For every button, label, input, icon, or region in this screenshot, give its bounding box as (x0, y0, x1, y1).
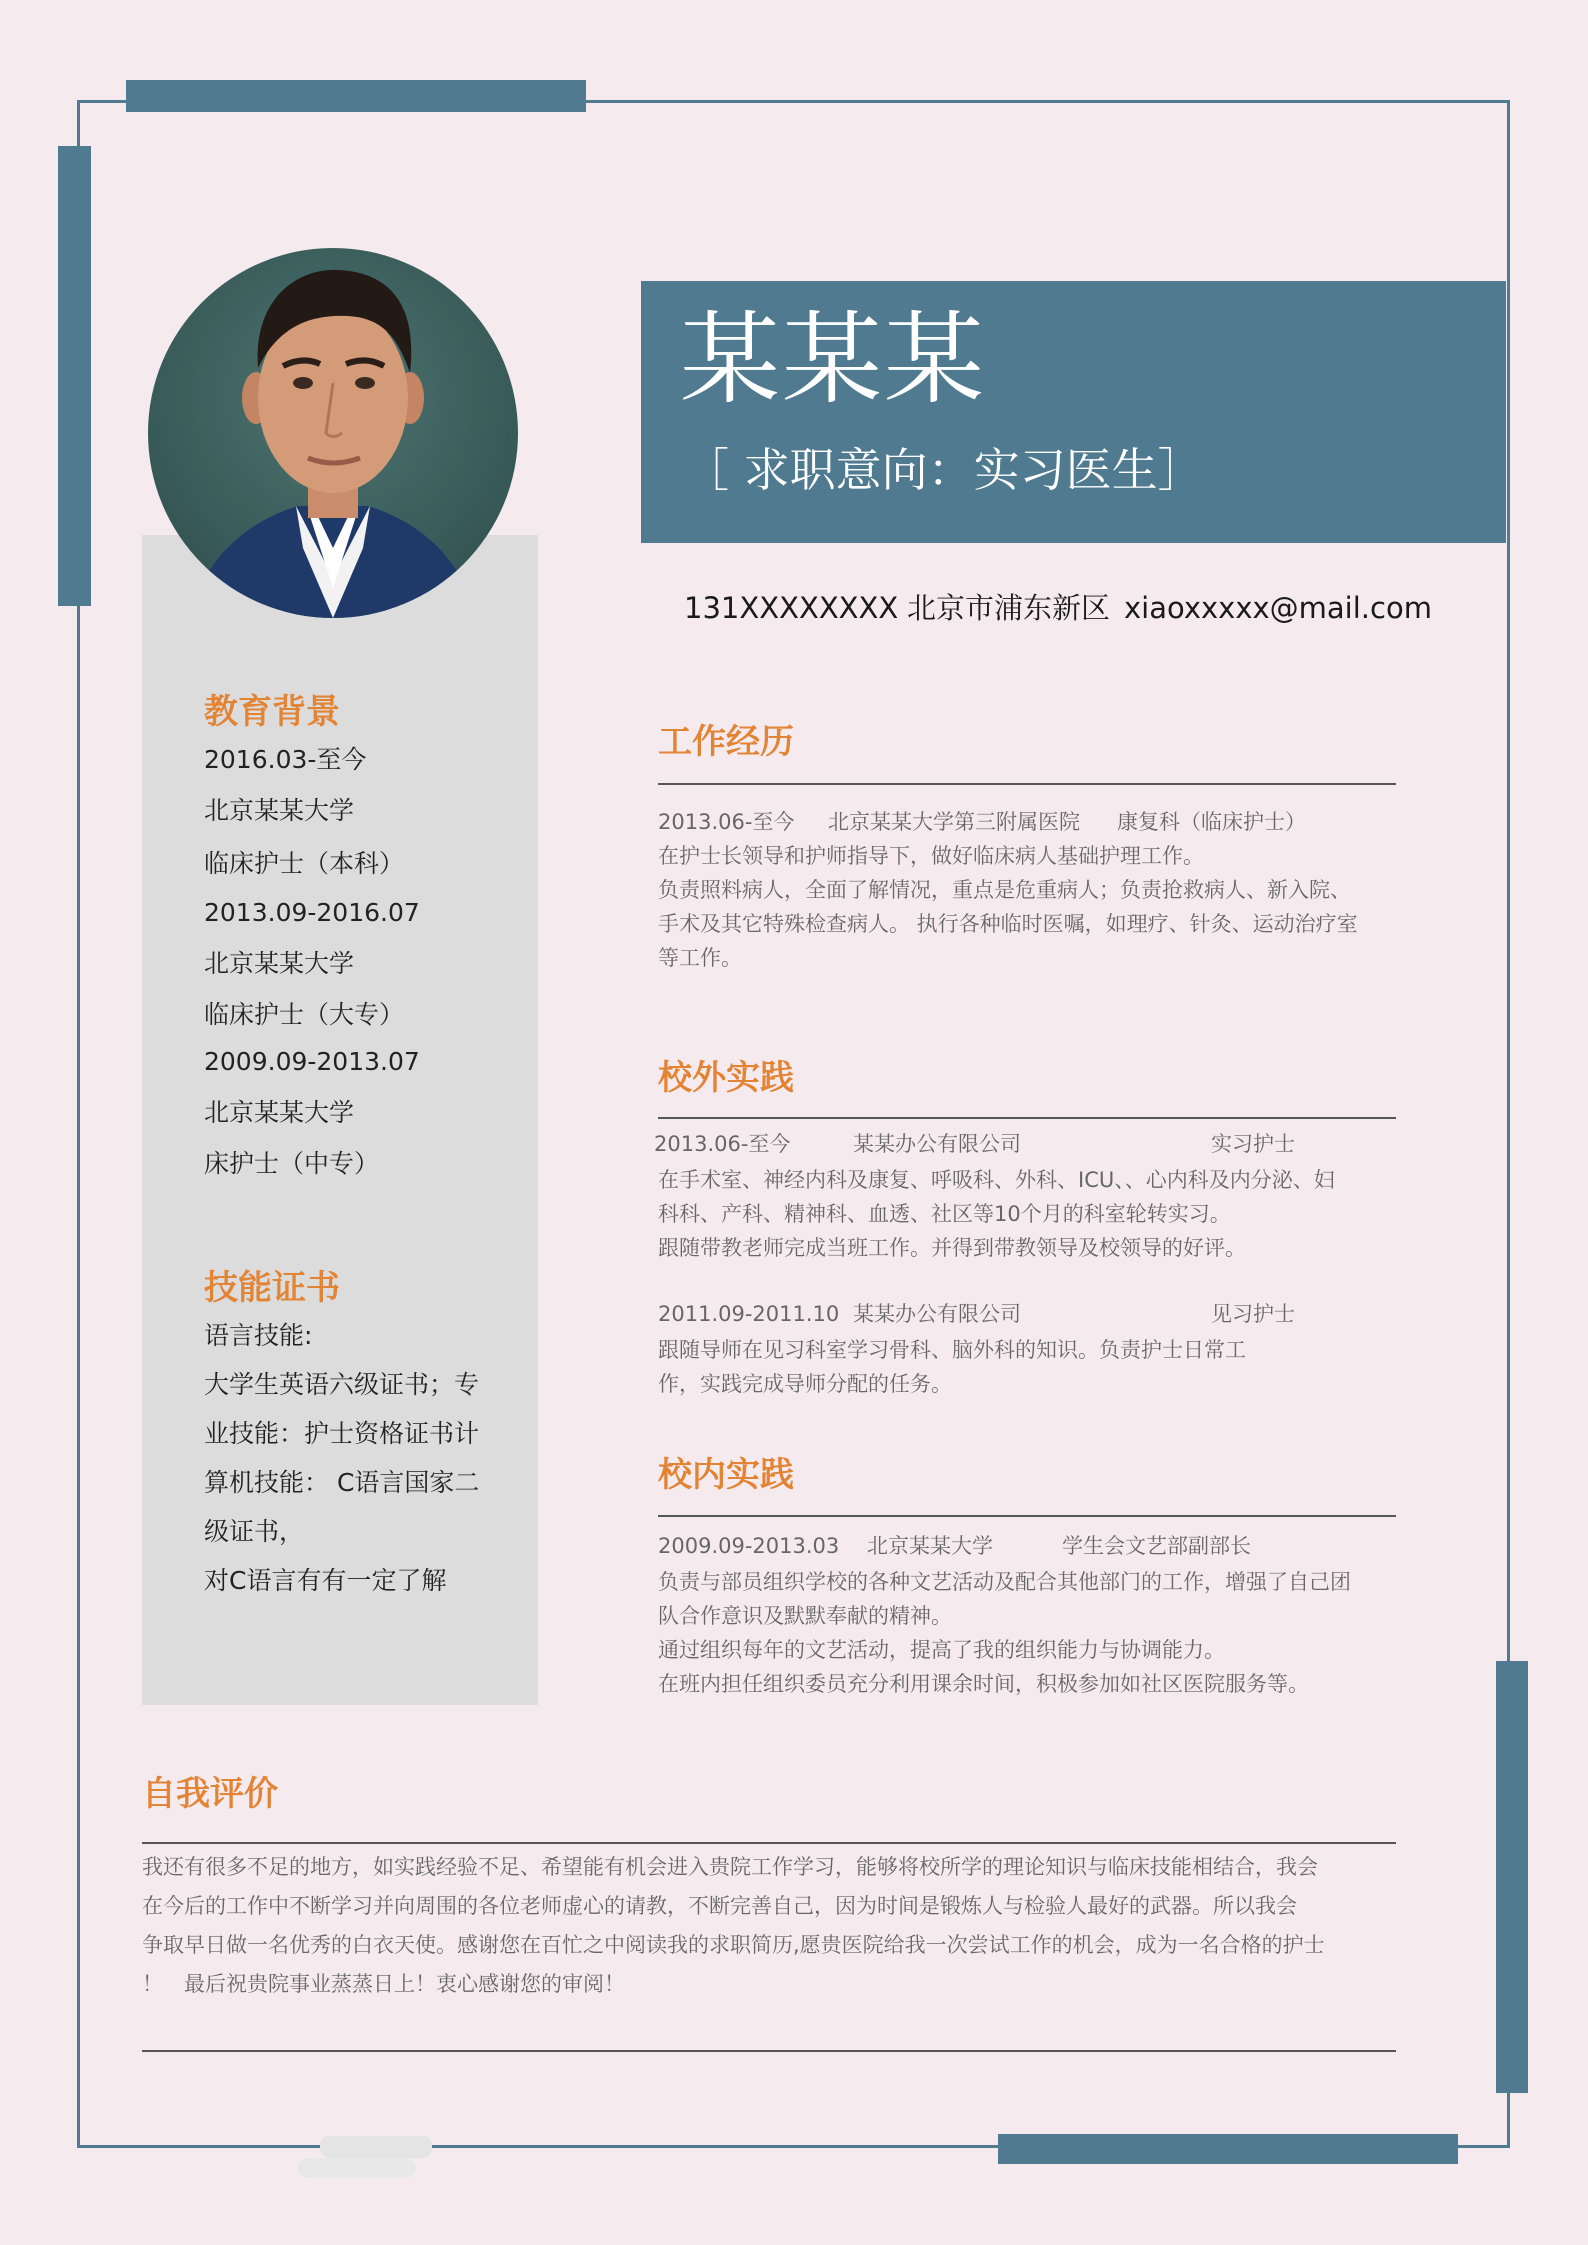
education-title: 教育背景 (204, 692, 340, 732)
inside-date: 2009.09-2013.03 (658, 1534, 840, 1558)
education-line: 2013.09-2016.07 (204, 898, 420, 927)
self-line: 争取早日做一名优秀的白衣天使。感谢您在百忙之中阅读我的求职简历,愿贵医院给我一次尝试工作的机会，成为一名合格的护士 (142, 1933, 1325, 1957)
outside-divider (658, 1117, 1396, 1119)
outside-org: 某某办公有限公司 (853, 1302, 1021, 1326)
outside-description (658, 1163, 1398, 1265)
work-line: 负责照料病人，全面了解情况，重点是危重病人；负责抢救病人、新入院、 (658, 878, 1351, 902)
self-divider (142, 1842, 1396, 1844)
outside-date: 2011.09-2011.10 (658, 1302, 840, 1326)
education-line: 2009.09-2013.07 (204, 1047, 420, 1076)
job-intent: ［ 求职意向：实习医生］ (683, 443, 1204, 497)
inside-title: 校内实践 (658, 1455, 794, 1495)
skills-line: 业技能：护士资格证书计 (204, 1419, 480, 1448)
contact-phone: 131XXXXXXXX (684, 591, 899, 625)
inside-line: 负责与部员组织学校的各种文艺活动及配合其他部门的工作，增强了自己团 (658, 1570, 1351, 1594)
outside-date: 2013.06-至今 (654, 1132, 791, 1156)
outside-line: 科科、产科、精神科、血透、社区等10个月的科室轮转实习。 (658, 1202, 1231, 1226)
education-line: 临床护士（本科） (204, 849, 405, 878)
skills-line: 语言技能: (204, 1321, 313, 1350)
inside-description (658, 1565, 1398, 1701)
frame-bar-top (126, 80, 586, 112)
education-list (204, 742, 420, 1181)
skills-list (204, 1318, 479, 1598)
outside-line: 跟随带教老师完成当班工作。并得到带教领导及校领导的好评。 (658, 1236, 1246, 1260)
decoration-shape (298, 2158, 416, 2178)
outside-role: 实习护士 (1211, 1132, 1295, 1156)
skills-line: 对C语言有有一定了解 (204, 1566, 447, 1595)
skills-line: 大学生英语六级证书；专 (204, 1370, 480, 1399)
education-line: 北京某某大学 (204, 1098, 355, 1127)
education-line: 北京某某大学 (204, 949, 355, 978)
inside-line: 队合作意识及默默奉献的精神。 (658, 1604, 952, 1628)
outside-title: 校外实践 (658, 1058, 794, 1098)
education-line: 临床护士（大专） (204, 1000, 405, 1029)
inside-line: 通过组织每年的文艺活动，提高了我的组织能力与协调能力。 (658, 1638, 1225, 1662)
skills-title: 技能证书 (204, 1268, 340, 1308)
inside-org: 北京某某大学 (867, 1534, 993, 1558)
work-line: 等工作。 (658, 946, 742, 970)
self-title: 自我评价 (142, 1774, 278, 1814)
outside-line: 作，实践完成导师分配的任务。 (658, 1372, 952, 1396)
outside-line: 在手术室、神经内科及康复、呼吸科、外科、ICU、、心内科及内分泌、妇 (658, 1168, 1335, 1192)
portrait-photo (148, 248, 518, 618)
work-title: 工作经历 (658, 722, 794, 762)
avatar (148, 248, 518, 618)
frame-bar-bottom (998, 2134, 1458, 2164)
frame-bar-left (58, 146, 91, 606)
candidate-name: 某某某 (680, 301, 986, 418)
work-description (658, 839, 1398, 975)
contact-address: 北京市浦东新区 (907, 591, 1111, 625)
outside-description (658, 1333, 1398, 1401)
skills-line: 级证书， (204, 1517, 305, 1546)
work-divider (658, 783, 1396, 785)
frame-bar-right (1496, 1661, 1528, 2093)
inside-divider (658, 1515, 1396, 1517)
self-line: 在今后的工作中不断学习并向周围的各位老师虚心的请教，不断完善自己，因为时间是锻炼人与检验人最好的武器。所以我会 (142, 1894, 1297, 1918)
inside-role: 学生会文艺部副部长 (1062, 1534, 1251, 1558)
education-line: 2016.03-至今 (204, 745, 367, 774)
education-line: 北京某某大学 (204, 796, 355, 825)
inside-line: 在班内担任组织委员充分利用课余时间，积极参加如社区医院服务等。 (658, 1672, 1309, 1696)
self-line: ！ 最后祝贵院事业蒸蒸日上！衷心感谢您的审阅！ (142, 1972, 625, 1996)
work-line: 手术及其它特殊检查病人。 执行各种临时医嘱，如理疗、针灸、运动治疗室 (658, 912, 1358, 936)
outside-role: 见习护士 (1211, 1302, 1295, 1326)
skills-line: 算机技能： C语言国家二 (204, 1468, 480, 1497)
outside-line: 跟随导师在见习科室学习骨科、脑外科的知识。负责护士日常工 (658, 1338, 1246, 1362)
contact-email: xiaoxxxxx@mail.com (1124, 591, 1432, 625)
education-line: 床护士（中专） (204, 1149, 380, 1178)
work-org: 北京某某大学第三附属医院 (828, 810, 1080, 834)
self-line: 我还有很多不足的地方，如实践经验不足、希望能有机会进入贵院工作学习，能够将校所学的理论知识与临床技能相结合，我会 (142, 1855, 1318, 1879)
outside-org: 某某办公有限公司 (853, 1132, 1021, 1156)
work-line: 在护士长领导和护师指导下，做好临床病人基础护理工作。 (658, 844, 1204, 868)
decoration-shape (320, 2136, 432, 2158)
work-role: 康复科（临床护士） (1117, 810, 1306, 834)
work-date: 2013.06-至今 (658, 810, 795, 834)
self-description (142, 1848, 1396, 2004)
bottom-divider (142, 2050, 1396, 2052)
